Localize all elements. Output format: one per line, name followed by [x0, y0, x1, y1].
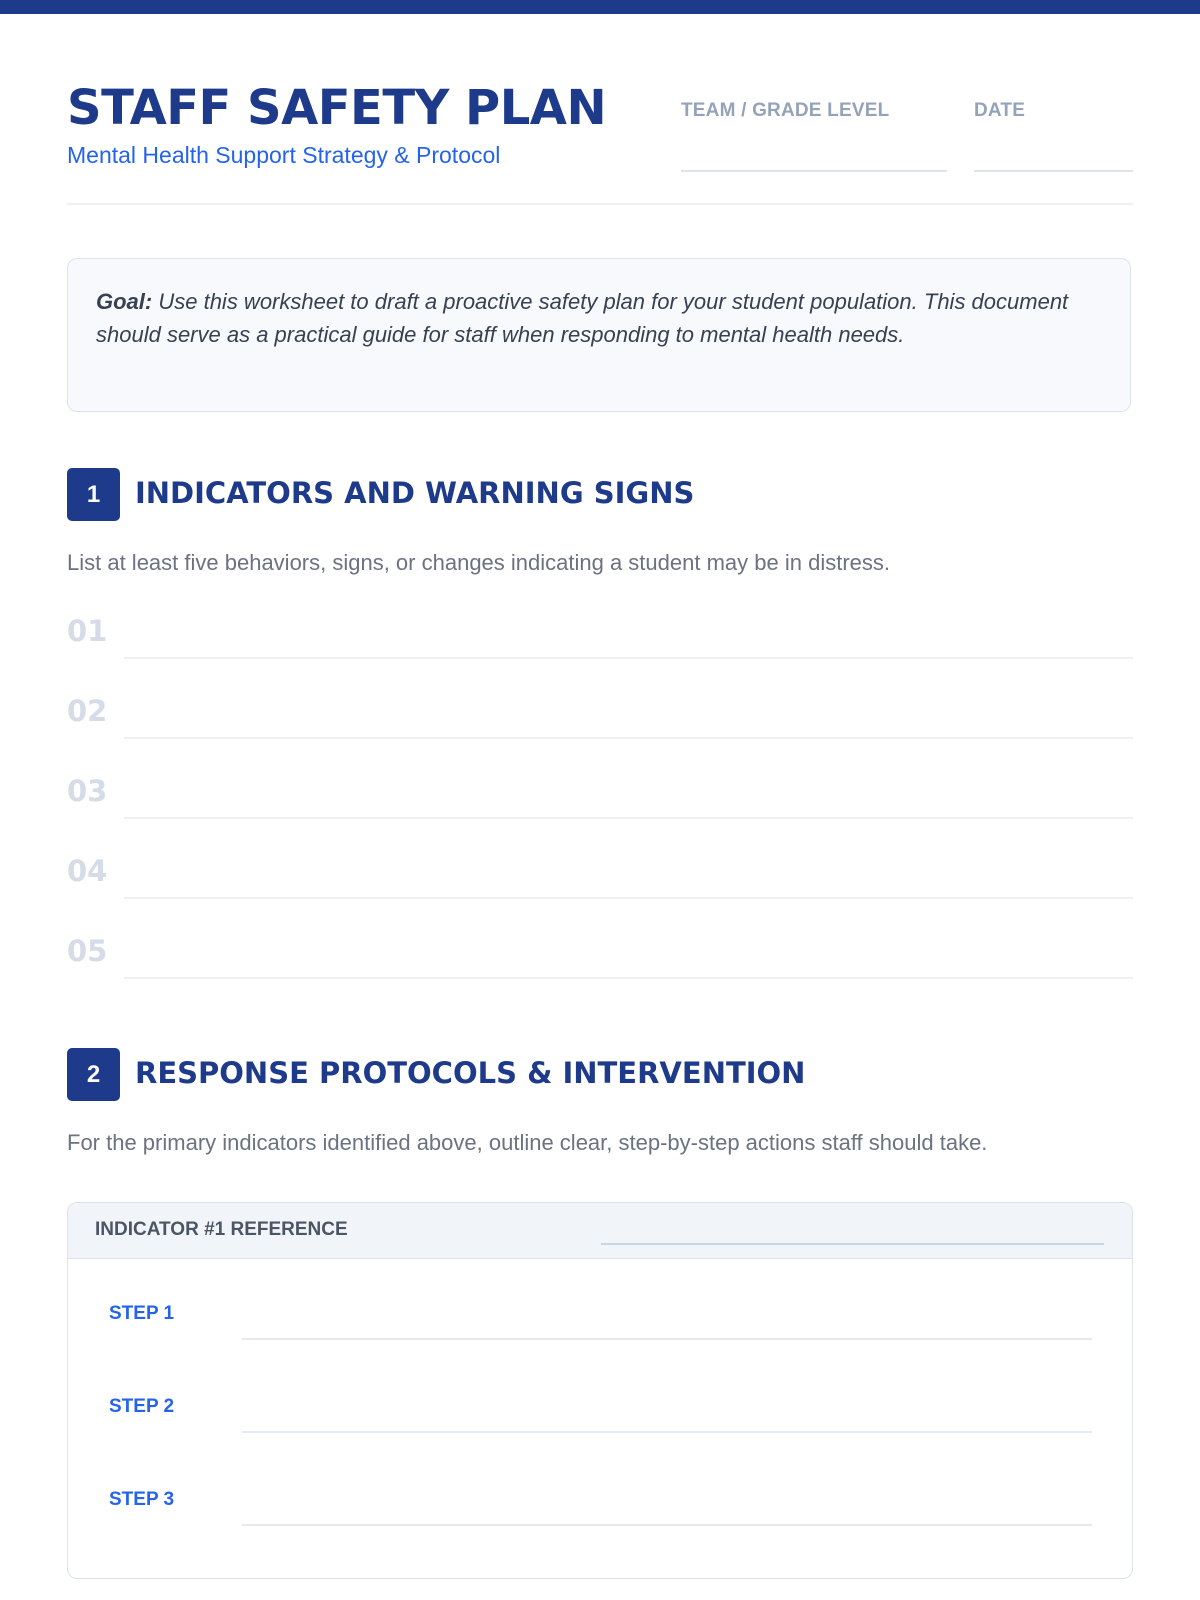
line-number: 05 [67, 934, 108, 968]
indicator-line-5 [67, 920, 1133, 980]
indicator-line-2 [67, 680, 1133, 740]
protocol-card [67, 1202, 1133, 1579]
indicator-line-4 [67, 840, 1133, 900]
indicator-input-line[interactable] [124, 977, 1133, 979]
step-label: STEP 2 [109, 1396, 175, 1417]
team-grade-input-line[interactable] [681, 170, 947, 172]
goal-body: Use this worksheet to draft a proactive safety plan for your student population. This document should serve as a practical guide for staff when responding to mental health needs. [96, 289, 1069, 347]
line-number: 03 [67, 774, 108, 808]
step-label: STEP 1 [109, 1303, 175, 1324]
team-grade-label: TEAM / GRADE LEVEL [681, 100, 890, 121]
step-label: STEP 3 [109, 1489, 175, 1510]
indicator-line-3 [67, 760, 1133, 820]
step-input-line[interactable] [242, 1524, 1092, 1526]
section-2-description: For the primary indicators identified above, outline clear, step-by-step actions staff should take. [67, 1130, 988, 1155]
indicator-input-line[interactable] [124, 737, 1133, 739]
page-title: STAFF SAFETY PLAN [67, 80, 607, 136]
line-number: 02 [67, 694, 108, 728]
section-title: RESPONSE PROTOCOLS & INTERVENTION [135, 1056, 806, 1090]
date-field [974, 100, 1025, 122]
worksheet-header [67, 78, 1133, 205]
indicator-reference-label: INDICATOR #1 REFERENCE [95, 1219, 348, 1240]
date-label: DATE [974, 100, 1026, 121]
goal-callout [67, 258, 1131, 412]
section-1-description: List at least five behaviors, signs, or changes indicating a student may be in distress. [67, 550, 890, 575]
goal-label: Goal: [96, 289, 153, 314]
indicator-input-line[interactable] [124, 897, 1133, 899]
top-accent-bar [0, 0, 1200, 14]
indicator-input-line[interactable] [124, 817, 1133, 819]
goal-text [96, 285, 1102, 351]
line-number: 04 [67, 854, 108, 888]
team-grade-field [681, 100, 889, 122]
page-subtitle: Mental Health Support Strategy & Protocol [67, 142, 501, 168]
section-number-badge: 1 [67, 468, 120, 521]
step-input-line[interactable] [242, 1431, 1092, 1433]
section-number-badge: 2 [67, 1048, 120, 1101]
step-row-1 [68, 1285, 1132, 1345]
card-header [68, 1203, 1132, 1259]
step-row-2 [68, 1378, 1132, 1438]
step-input-line[interactable] [242, 1338, 1092, 1340]
section-title: INDICATORS AND WARNING SIGNS [135, 476, 695, 510]
line-number: 01 [67, 614, 108, 648]
date-input-line[interactable] [974, 170, 1133, 172]
step-row-3 [68, 1471, 1132, 1531]
indicator-reference-input-line[interactable] [601, 1243, 1104, 1245]
indicator-input-line[interactable] [124, 657, 1133, 659]
indicator-line-1 [67, 600, 1133, 660]
